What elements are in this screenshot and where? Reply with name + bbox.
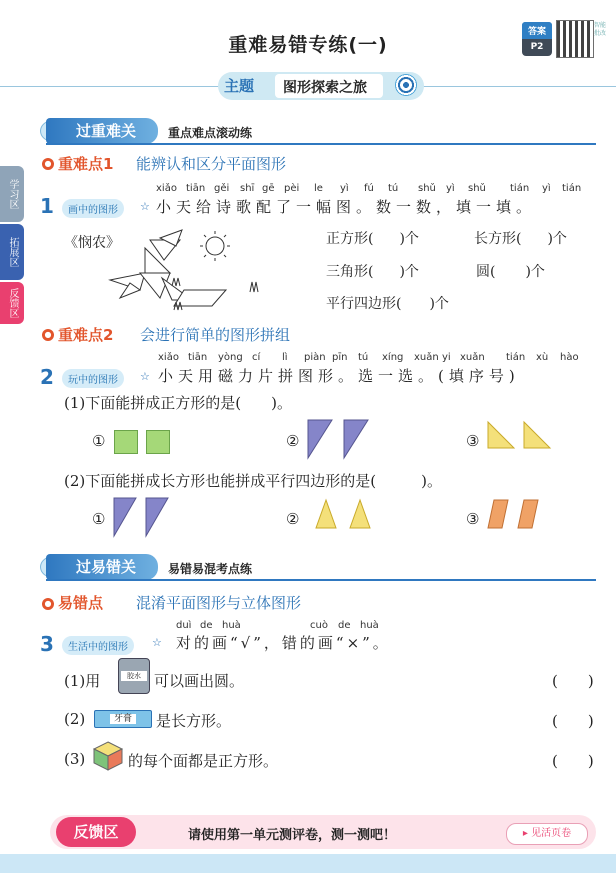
pinyin: shǔ xyxy=(418,183,436,194)
q2-sub1: (1)下面能拼成正方形的是( )。 xyxy=(64,394,292,412)
tangram-picture xyxy=(100,228,280,318)
pinyin: yì xyxy=(340,183,349,194)
pinyin: de xyxy=(200,620,213,631)
point-marker-icon: ● xyxy=(42,329,54,341)
q3-number: 3 xyxy=(40,632,54,656)
green-square-shape xyxy=(146,430,170,454)
q3-item2-post: 是长方形。 xyxy=(156,712,232,730)
footer-band xyxy=(0,854,616,873)
error-point-desc: 混淆平面图形与立体图形 xyxy=(136,594,302,612)
pinyin: cí xyxy=(252,352,261,363)
fill-unit: )个 xyxy=(429,296,449,312)
pinyin: xù xyxy=(536,352,549,363)
fill-label: 长方形( xyxy=(474,231,522,247)
q3-tag: 生活中的图形 xyxy=(62,636,134,655)
pinyin: lì xyxy=(282,352,288,363)
point1-desc: 能辨认和区分平面图形 xyxy=(136,155,287,173)
pinyin: yi xyxy=(442,352,451,363)
pinyin: xiǎo xyxy=(156,183,177,194)
yellow-triangle-shape xyxy=(488,422,514,448)
q3-item3-pre: (3) xyxy=(64,750,86,768)
yellow-triangle-shape xyxy=(350,500,370,528)
q1-text: 小天给诗歌配了一幅图。数一数，填一填。 xyxy=(156,198,537,216)
fill-unit: )个 xyxy=(525,264,545,280)
q2-number: 2 xyxy=(40,365,54,389)
page-title: 重难易错专练(一) xyxy=(228,34,388,56)
q2-2-option-1-mark[interactable]: ① xyxy=(92,510,106,528)
q3-item2-pre: (2) xyxy=(64,710,86,728)
orange-parallelogram-shape xyxy=(488,500,508,528)
pinyin: shǔ xyxy=(468,183,486,194)
pinyin: yì xyxy=(446,183,455,194)
point2-label: 重难点2 xyxy=(58,326,114,344)
pinyin: xuǎn xyxy=(414,352,439,363)
point2-desc: 会进行简单的图形拼组 xyxy=(140,326,291,344)
q2-1-option-2-mark[interactable]: ② xyxy=(286,432,300,450)
section2-line xyxy=(46,579,596,581)
qr-label: 智能批改 xyxy=(594,22,607,37)
theme-tag: 主题 xyxy=(224,77,255,95)
answer-label: 答案 xyxy=(522,22,552,39)
fill-circle[interactable] xyxy=(476,261,545,281)
star-icon: ☆ xyxy=(140,200,150,213)
orange-parallelogram-shape xyxy=(518,500,538,528)
fill-label: 正方形( xyxy=(326,231,374,247)
q1-tag: 画中的图形 xyxy=(62,199,124,218)
pinyin: piàn xyxy=(304,352,326,363)
pinyin: tú xyxy=(388,183,399,194)
yellow-triangle-shape xyxy=(316,500,336,528)
purple-triangle-shape xyxy=(114,498,136,536)
feedback-text: 请使用第一单元测评卷，测一测吧！ xyxy=(188,828,397,843)
purple-triangle-shape xyxy=(308,420,332,458)
purple-triangle-shape xyxy=(344,420,368,458)
q2-1-option-1-mark[interactable]: ① xyxy=(92,432,106,450)
point-marker-icon: ● xyxy=(42,158,54,170)
pinyin: shī xyxy=(240,183,255,194)
yellow-triangles-shape xyxy=(486,420,556,450)
side-tab-feedback[interactable]: 反馈区 xyxy=(0,282,24,324)
pinyin: tiān xyxy=(186,183,206,194)
pinyin: yòng xyxy=(218,352,243,363)
pinyin: le xyxy=(314,183,323,194)
fill-label: 圆( xyxy=(476,264,496,280)
target-icon xyxy=(395,74,417,96)
q2-2-option-3-mark[interactable]: ③ xyxy=(466,510,480,528)
pinyin: gē xyxy=(262,183,275,194)
pinyin: de xyxy=(338,620,351,631)
q3-text: 对的画“√”，错的画“×”。 xyxy=(176,634,391,652)
glue-bottle-icon xyxy=(118,658,150,694)
q3-item1-answer[interactable]: ( ) xyxy=(552,672,594,690)
purple-triangles-shape xyxy=(304,418,374,460)
q3-item1-post: 可以画出圆。 xyxy=(154,672,245,690)
q2-1-option-3-mark[interactable]: ③ xyxy=(466,432,480,450)
section1-subtitle: 重点难点滚动练 xyxy=(168,126,253,140)
fill-label: 平行四边形( xyxy=(326,296,402,312)
toothpaste-box-icon xyxy=(94,710,152,728)
pinyin: fú xyxy=(364,183,374,194)
pinyin: xuǎn xyxy=(460,352,485,363)
green-square-shape xyxy=(114,430,138,454)
rubiks-cube-icon xyxy=(92,740,124,772)
side-tab-learn[interactable]: 学习区 xyxy=(0,166,24,222)
q3-item2-answer[interactable]: ( ) xyxy=(552,712,594,730)
fill-triangle[interactable] xyxy=(326,261,419,281)
yellow-triangle-shape xyxy=(524,422,550,448)
pinyin: pèi xyxy=(284,183,300,194)
fill-rectangle[interactable] xyxy=(474,228,567,248)
orange-parallelograms-shape xyxy=(486,498,552,530)
pinyin: tián xyxy=(562,183,582,194)
q3-item3-post: 的每个面都是正方形。 xyxy=(128,752,279,770)
loose-leaf-button[interactable]: ▸ 见活页卷 xyxy=(506,823,588,845)
star-icon: ☆ xyxy=(152,636,162,649)
pinyin: tián xyxy=(506,352,526,363)
pinyin: huà xyxy=(222,620,241,631)
purple-triangle-shape xyxy=(146,498,168,536)
point1-label: 重难点1 xyxy=(58,155,114,173)
theme-text: 图形探索之旅 xyxy=(283,80,367,96)
pinyin: duì xyxy=(176,620,192,631)
pinyin: huà xyxy=(360,620,379,631)
side-tab-extend[interactable]: 拓展区 xyxy=(0,224,24,280)
q2-tag: 玩中的图形 xyxy=(62,369,124,388)
pinyin: gěi xyxy=(214,183,230,194)
pinyin: xíng xyxy=(382,352,404,363)
yellow-triangles-shape xyxy=(314,498,380,532)
q1-number: 1 xyxy=(40,194,54,218)
fill-unit: )个 xyxy=(399,231,419,247)
fill-label: 三角形( xyxy=(326,264,374,280)
pinyin: cuò xyxy=(310,620,328,631)
section1-banner: 过重难关 xyxy=(46,118,158,144)
purple-triangles-shape xyxy=(110,496,176,538)
q3-item3-answer[interactable]: ( ) xyxy=(552,752,594,770)
glue-label: 胶水 xyxy=(121,671,147,681)
section1-line xyxy=(46,143,596,145)
pinyin: hào xyxy=(560,352,579,363)
fill-unit: )个 xyxy=(399,264,419,280)
sun-circle xyxy=(206,237,224,255)
q2-text: 小天用磁力片拼图形。选一选。(填序号) xyxy=(158,367,520,385)
fill-parallelogram[interactable] xyxy=(326,293,449,313)
toothpaste-label: 牙膏 xyxy=(110,714,136,724)
pinyin: xiǎo xyxy=(158,352,179,363)
feedback-tag: 反馈区 xyxy=(56,817,136,847)
pinyin: tú xyxy=(358,352,369,363)
answer-page: P2 xyxy=(530,42,544,52)
poem-title: 《悯农》 xyxy=(64,235,120,251)
error-point-label: 易错点 xyxy=(58,594,104,612)
star-icon: ☆ xyxy=(140,370,150,383)
fill-square[interactable] xyxy=(326,228,419,248)
q2-sub2: (2)下面能拼成长方形也能拼成平行四边形的是( )。 xyxy=(64,472,442,490)
point-marker-icon: ● xyxy=(42,598,54,610)
qr-code-icon[interactable] xyxy=(556,20,594,58)
pinyin: tián xyxy=(510,183,530,194)
q3-item1-pre: (1)用 xyxy=(64,672,101,690)
section2-banner: 过易错关 xyxy=(46,554,158,580)
pinyin: pīn xyxy=(332,352,348,363)
pinyin: tiān xyxy=(188,352,208,363)
pinyin: yì xyxy=(542,183,551,194)
fill-unit: )个 xyxy=(547,231,567,247)
q2-2-option-2-mark[interactable]: ② xyxy=(286,510,300,528)
answer-badge[interactable] xyxy=(522,22,552,56)
section2-subtitle: 易错易混考点练 xyxy=(168,562,253,576)
